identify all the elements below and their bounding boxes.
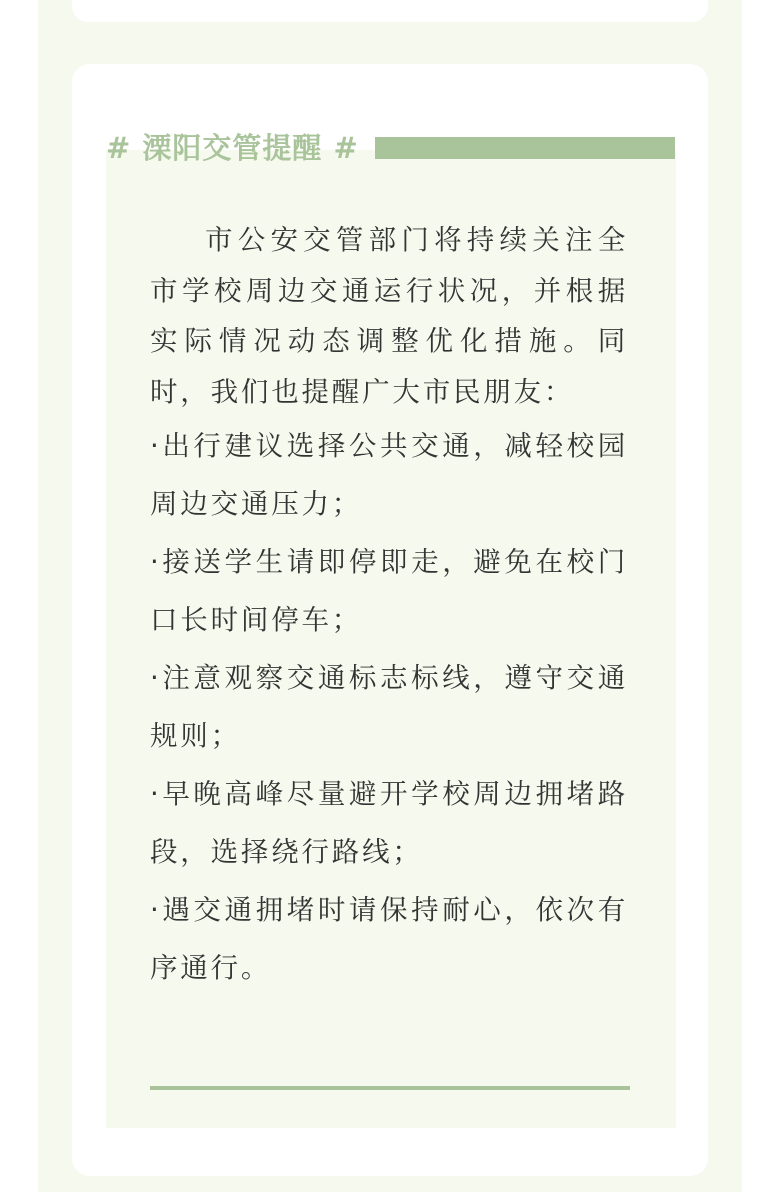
list-item: ·接送学生请即停即走，避免在校门口长时间停车； [150,546,628,636]
list-item: ·早晚高峰尽量避开学校周边拥堵路段，选择绕行路线； [150,778,628,868]
list-item: ·出行建议选择公共交通，减轻校园周边交通压力； [150,430,628,520]
section-heading: # 溧阳交管提醒 # [106,131,359,165]
list-item: ·遇交通拥堵时请保持耐心，依次有序通行。 [150,894,628,984]
notice-body [150,215,628,997]
bottom-divider [150,1086,630,1090]
heading-decor-bar [375,137,675,159]
list-item: ·注意观察交通标志标线，遵守交通规则； [150,662,628,752]
previous-card [72,0,708,22]
intro-paragraph: 市公安交管部门将持续关注全市学校周边交通运行状况，并根据实际情况动态调整优化措施。同时，我们也提醒广大市民朋友： [150,224,628,408]
